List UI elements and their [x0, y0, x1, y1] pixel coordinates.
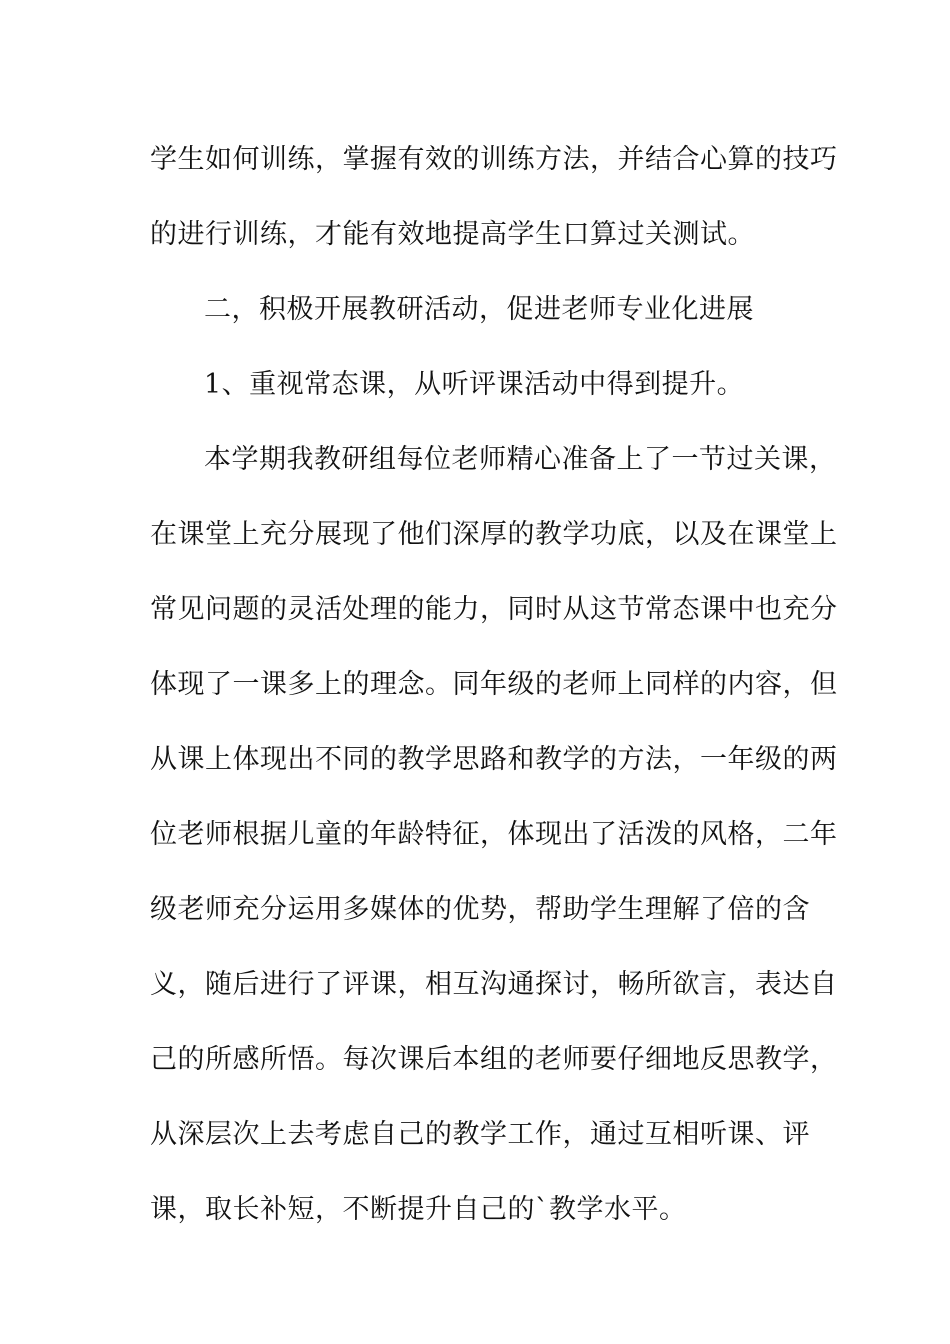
text-line: 己的所感所悟。每次课后本组的老师要仔细地反思教学， — [150, 1044, 838, 1075]
text-line: 位老师根据儿童的年龄特征，体现出了活泼的风格，二年 — [150, 819, 838, 850]
text-line: 课，取长补短，不断提升自己的`教学水平。 — [150, 1194, 687, 1225]
section-heading: 二，积极开展教研活动，促进老师专业化进展 — [204, 294, 754, 325]
text-line: 从课上体现出不同的教学思路和教学的方法，一年级的两 — [150, 744, 838, 775]
body-text — [150, 122, 838, 1247]
text-line: 常见问题的灵活处理的能力，同时从这节常态课中也充分 — [150, 594, 838, 625]
text-line: 学生如何训练，掌握有效的训练方法，并结合心算的技巧 — [150, 144, 838, 175]
text-line: 在课堂上充分展现了他们深厚的教学功底，以及在课堂上 — [150, 519, 838, 550]
text-line: 从深层次上去考虑自己的教学工作，通过互相听课、评 — [150, 1119, 810, 1150]
text-line: 体现了一课多上的理念。同年级的老师上同样的内容，但 — [150, 669, 838, 700]
text-line: 的进行训练，才能有效地提高学生口算过关测试。 — [150, 219, 755, 250]
paragraph-start: 本学期我教研组每位老师精心准备上了一节过关课， — [204, 444, 837, 475]
subsection-heading: 1、重视常态课，从听评课活动中得到提升。 — [204, 369, 745, 400]
text-line: 义，随后进行了评课，相互沟通探讨，畅所欲言，表达自 — [150, 969, 838, 1000]
text-line: 级老师充分运用多媒体的优势，帮助学生理解了倍的含 — [150, 894, 810, 925]
